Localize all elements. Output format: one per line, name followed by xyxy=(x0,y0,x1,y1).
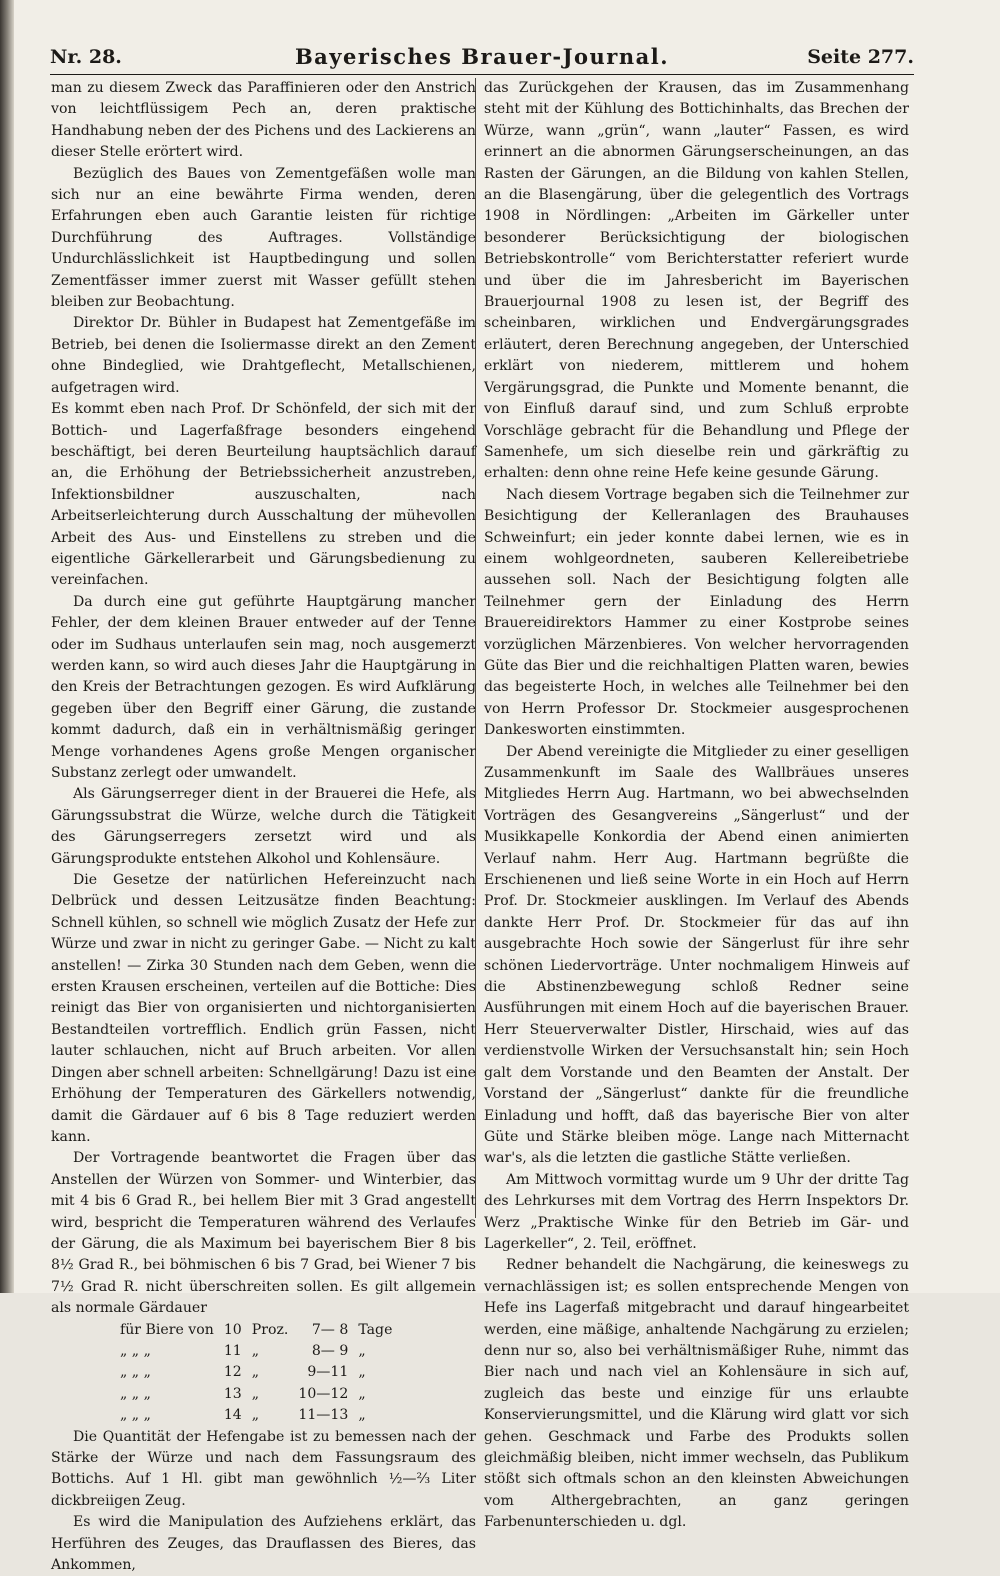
paragraph: Es kommt eben nach Prof. Dr Schönfeld, der sich mit der Bottich- und Lagerfaßfrage besonders eingehend beschäftigt, bei deren Beurteilung hauptsächlich darauf an, die Erhöhung der Betriebssicherheit anzustreben, Infektionsbildner auszuschalten, nach Arbeitserleichterung durch Ausschaltung der mühevollen Arbeit des Aus- und Einstellens zu streben und die eigentliche Gärkellerarbeit und Gärungsbedienung zu vereinfachen. xyxy=(51,401,476,589)
table-cell-unit: „ xyxy=(251,1364,260,1381)
table-cell-days: 9—11 xyxy=(307,1364,349,1381)
paragraph: man zu diesem Zweck das Paraffinieren oder den Anstrich von leichtflüssigem Pech an, deren praktische Handhabung neben der des Pichens und des Lackierens an dieser Stelle erörtert wird. xyxy=(51,80,476,161)
fermentation-duration-table xyxy=(115,1320,397,1427)
table-cell-label: „ „ „ xyxy=(120,1364,151,1381)
table-row xyxy=(115,1405,397,1426)
table-cell-days: 7— 8 xyxy=(311,1321,349,1338)
book-binding-edge xyxy=(0,0,14,1293)
page-header xyxy=(50,44,914,75)
paragraph: Da durch eine gut geführte Hauptgärung mancher Fehler, der dem kleinen Brauer entweder auf der Tenne oder im Sudhaus unterlaufen sein mag, noch ausgemerzt werden kann, so wird auch dieses Jahr die Hauptgärung in den Kreis der Betrachtungen gezogen. Es wird Aufklärung gegeben über den Begriff einer Gärung, die zustande kommt dadurch, daß ein in verhältnismäßig geringer Menge vorhandenes Agens große Mengen organischer Substanz zerlegt oder umwandelt. xyxy=(51,593,476,781)
issue-number: Nr. 28. xyxy=(50,46,122,68)
table-cell-unit: „ xyxy=(251,1385,260,1402)
paragraph: Der Vortragende beantwortet die Fragen über das Anstellen der Würzen von Sommer- und Winterbier, das mit 4 bis 6 Grad R., bei hellem Bier mit 3 Grad angestellt wird, bespricht die Temperaturen während des Verlaufes der Gärung, die als Maximum bei bayerischem Bier 8 bis 8½ Grad R., bei böhmischen 6 bis 7 Grad, bei Wiener 7 bis 7½ Grad R. nicht überschreiten sollen. Es gilt allgemein als normale Gärdauer xyxy=(51,1150,476,1317)
paragraph: Der Abend vereinigte die Mitglieder zu einer geselligen Zusammenkunft im Saale des Wallbräues unseres Mitgliedes Herrn Aug. Hartmann, wo bei abwechselnden Vorträgen des Gesangvereins „Sängerlust“ und der Musikkapelle Konkordia der Abend einen animierten Verlauf nahm. Herr Aug. Hartmann begrüßte die Erschienenen und ließ seine Worte in ein Hoch auf Herrn Prof. Dr. Stockmeier ausklingen. Im Verlauf des Abends dankte Herr Prof. Dr. Stockmeier für das auf ihn ausgebrachte Hoch sowie der Sängerlust für ihre sehr schönen Liedervorträge. Unter nochmaligem Hinweis auf die Abstinenzbewegung schloß Redner seine Ausführungen mit einem Hoch auf die bayerischen Brauer. Herr Steuerverwalter Distler, Hirschaid, wies auf das verdienstvolle Wirken der Versuchsanstalt hin; sein Hoch galt dem Vorstande und den Beamten der Anstalt. Der Vorstand der „Sängerlust“ dankte für die freundliche Einladung und hofft, daß das bayerische Bier von alter Güte und Stärke bleiben möge. Lange nach Mitternacht war's, als die letzten die gastliche Stätte verließen. xyxy=(484,743,909,1167)
paragraph: Am Mittwoch vormittag wurde um 9 Uhr der dritte Tag des Lehrkurses mit dem Vortrag des Herrn Inspektors Dr. Werz „Praktische Winke für den Betrieb im Gär- und Lagerkeller“, 2. Teil, eröffnet. xyxy=(484,1171,909,1252)
table-cell-days: 11—13 xyxy=(298,1407,349,1424)
table-cell-suffix: „ xyxy=(358,1385,366,1402)
journal-title: Bayerisches Brauer-Journal. xyxy=(294,44,670,69)
table-cell-percent: 13 xyxy=(223,1385,242,1402)
table-cell-label: „ „ „ xyxy=(120,1407,151,1424)
paragraph: Die Gesetze der natürlichen Hefereinzucht nach Delbrück und dessen Leitzusätze finden Beachtung: Schnell kühlen, so schnell wie möglich Zusatz der Hefe zur Würze und zwar in nicht zu geringer Gabe. — Nicht zu kalt anstellen! — Zirka 30 Stunden nach dem Geben, wenn die ersten Krausen erscheinen, verteilen auf die Bottiche: Dies reinigt das Bier von organisierten und nichtorganisierten Bestandteilen vortrefflich. Endlich grün Fassen, nicht lauter schlauchen, nicht auf Bruch arbeiten. Vor allen Dingen aber schnell arbeiten: Schnellgärung! Dazu ist eine Erhöhung der Temperaturen des Gärkellers notwendig, damit die Gärdauer auf 6 bis 8 Tage reduziert werden kann. xyxy=(51,872,476,1145)
paragraph: das Zurückgehen der Krausen, das im Zusammenhang steht mit der Kühlung des Bottichinhalts, das Brechen der Würze, wann „grün“, wann „lauter“ Fassen, es wird erinnert an die abnormen Gärungserscheinungen, an das Rasten der Gärungen, an die Bildung von kahlen Stellen, an die Blasengärung, über die gelegentlich des Vortrags 1908 in Nördlingen: „Arbeiten im Gärkeller unter besonderer Berücksichtigung der biologischen Betriebskontrolle“ vom Berichterstatter referiert wurde und über die im Jahresbericht im Bayerischen Brauerjournal 1908 zu lesen ist, der Begriff des scheinbaren, wirklichen und Endvergärungsgrades erläutert, deren Berechnung angegeben, der Unterschied erklärt von niederem, mittlerem und hohem Vergärungsgrad, die Punkte und Momente benannt, die von Einfluß darauf sind, und zum Schluß erprobte Vorschläge gebracht für die Behandlung und Pflege der Samenhefe, um sich dieselbe rein und gärkräftig zu erhalten: denn ohne reine Hefe keine gesunde Gärung. xyxy=(484,80,909,482)
table-cell-unit: Proz. xyxy=(251,1321,289,1338)
paragraph: Als Gärungserreger dient in der Brauerei die Hefe, als Gärungssubstrat die Würze, welche durch die Tätigkeit des Gärungserregers zersetzt wird und als Gärungsprodukte entstehen Alkohol und Kohlensäure. xyxy=(51,786,476,867)
paragraph: Es wird die Manipulation des Aufziehens erklärt, das Herführen des Zeuges, das Drauflassen des Bieres, das Ankommen, xyxy=(51,1514,476,1574)
table-cell-percent: 14 xyxy=(223,1407,242,1424)
paragraph: Bezüglich des Baues von Zementgefäßen wolle man sich nur an eine bewährte Firma wenden, deren Erfahrungen eben auch Garantie leisten für richtige Durchführung des Auftrages. Vollständige Undurchlässlichkeit ist Hauptbedingung und sollen Zementfässer immer zuerst mit Wasser gefüllt stehen bleiben zur Beobachtung. xyxy=(51,165,476,311)
table-row xyxy=(115,1341,397,1362)
table-cell-label: für Biere von xyxy=(120,1321,214,1338)
paragraph: Nach diesem Vortrage begaben sich die Teilnehmer zur Besichtigung der Kelleranlagen des Brauhauses Schweinfurt; ein jeder konnte dabei lernen, wie es in einem wohlgeordneten, sauberen Kellereibetriebe aussehen soll. Nach der Besichtigung folgten alle Teilnehmer gern der Einladung des Herrn Brauereidirektors Hammer zu einer Kostprobe seines vorzüglichen Märzenbieres. Von welcher hervorragenden Güte das Bier und die reichhaltigen Platten waren, bewies das begeisterte Hoch, in welches alle Teilnehmer bei den von Herrn Professor Dr. Stockmeier ausgesprochenen Dankesworten einstimmten. xyxy=(484,486,909,739)
table-cell-suffix: „ xyxy=(358,1364,366,1381)
table-cell-percent: 11 xyxy=(223,1342,242,1359)
table-cell-label: „ „ „ xyxy=(120,1342,151,1359)
table-row xyxy=(115,1320,397,1341)
table-row xyxy=(115,1362,397,1383)
table-cell-label: „ „ „ xyxy=(120,1385,151,1402)
table-row xyxy=(115,1384,397,1405)
table-cell-days: 10—12 xyxy=(298,1385,349,1402)
table-cell-unit: „ xyxy=(251,1407,260,1424)
right-column xyxy=(484,78,909,1534)
table-cell-days: 8— 9 xyxy=(311,1342,349,1359)
table-cell-unit: „ xyxy=(251,1342,260,1359)
table-cell-suffix: „ xyxy=(358,1342,366,1359)
left-column xyxy=(51,78,476,1576)
page-number: Seite 277. xyxy=(807,46,914,68)
paragraph: Direktor Dr. Bühler in Budapest hat Zementgefäße im Betrieb, bei denen die Isoliermasse direkt an den Zement ohne Bindeglied, wie Drahtgeflecht, Metallschienen, aufgetragen wird. xyxy=(51,315,476,396)
paragraph: Die Quantität der Hefengabe ist zu bemessen nach der Stärke der Würze und nach dem Fassungsraum des Bottichs. Auf 1 Hl. gibt man gewöhnlich ½—⅔ Liter dickbreiigen Zeug. xyxy=(51,1428,476,1509)
table-cell-suffix: „ xyxy=(358,1407,366,1424)
paragraph: Redner behandelt die Nachgärung, die keineswegs zu vernachlässigen ist; es sollen entsprechende Mengen von Hefe ins Lagerfaß mitgebracht und darauf hingearbeitet werden, eine mäßige, anhaltende Nachgärung zu erzielen; denn nur so, also bei verhältnismäßiger Ruhe, nimmt das Bier nach und nach viel an Kohlensäure in sich auf, zugleich das beste und einzige für uns erlaubte Konservierungsmittel, und die Klärung wird glatt vor sich gehen. Geschmack und Farbe des Produkts sollen gleichmäßig bleiben, nicht immer wechseln, das Publikum stößt sich oftmals schon an den kleinsten Abweichungen vom Althergebrachten, an ganz geringen Farbenunterschieden u. dgl. xyxy=(484,1257,909,1531)
table-cell-percent: 10 xyxy=(223,1321,242,1338)
table-cell-percent: 12 xyxy=(223,1364,242,1381)
table-cell-suffix: Tage xyxy=(358,1321,393,1338)
